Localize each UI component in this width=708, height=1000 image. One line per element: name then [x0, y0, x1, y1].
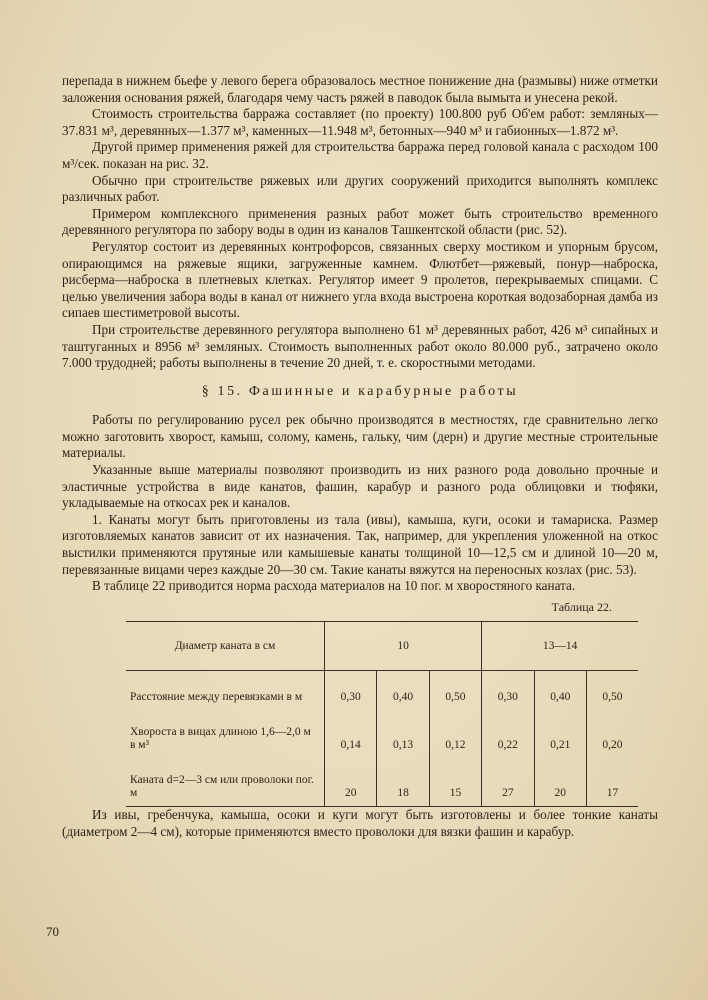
- table-spacer-cell: [325, 754, 377, 772]
- table-spacer-cell: [429, 706, 481, 724]
- table-body: [126, 671, 638, 807]
- table-row-label: Расстояние между перевязками в м: [130, 691, 303, 704]
- table-group-10: 10: [325, 622, 482, 671]
- table-cell: 15: [429, 772, 481, 807]
- paragraph: Регулятор состоит из деревянных контрофорсов, связанных сверху мостиком и упорным брусом, опирающимся на ряжевые ящики, загруженные камнем. Флютбет—ряжевый, понур—наброска, рисберма—наброска в плетневых клетках. Регулятор имеет 9 пролетов, перекрываемых спицами. С целью увеличения забора воды в канал от нижнего угла входа выстроена короткая водозаборная дамба из сипаев шестиметровой высоты.: [62, 238, 658, 321]
- table-cell: 0,13: [377, 724, 429, 754]
- table-spacer-cell: [429, 754, 481, 772]
- table-spacer-cell: [586, 706, 638, 724]
- table-spacer-cell: [126, 706, 325, 724]
- table-spacer-row: [126, 754, 638, 772]
- table-row: [126, 724, 638, 754]
- paragraph: Другой пример применения ряжей для строительства барража перед головой канала с расходом 100 м³/сек. показан на рис. 32.: [62, 139, 658, 171]
- paragraphs-mid: [62, 412, 658, 595]
- paragraph: Примером комплексного применения разных работ может быть строительство временного деревянного регулятора по забору воды в один из каналов Ташкентской области (рис. 52).: [62, 205, 658, 238]
- table-spacer-cell: [126, 671, 325, 690]
- table-cell: 27: [482, 772, 534, 807]
- table-spacer-row: [126, 671, 638, 690]
- page-body: [62, 73, 658, 841]
- table-spacer-cell: [534, 706, 586, 724]
- table-cell: 0,40: [534, 689, 586, 706]
- table-cell: 0,30: [325, 689, 377, 706]
- table-cell: 0,14: [325, 724, 377, 754]
- table-spacer-cell: [377, 706, 429, 724]
- paragraph: Стоимость строительства барража составляет (по проекту) 100.800 руб Об'ем работ: земляных—37.831 м³, деревянных—1.377 м³, каменных—11.948 м³, бетонных—940 м³ и габионных—1.872 м³.: [62, 106, 658, 138]
- table-cell: 0,21: [534, 724, 586, 754]
- table-group-13-14: 13—14: [482, 622, 638, 671]
- table-cell: 20: [534, 772, 586, 807]
- paragraph: Указанные выше материалы позволяют производить из них разного рода довольно прочные и эластичные устройства в виде канатов, фашин, карабур и разного рода облицовки и тюфяки, укладываемые на откосах рек и каналов.: [62, 462, 658, 511]
- table-spacer-cell: [482, 706, 534, 724]
- table-spacer-cell: [377, 671, 429, 690]
- table-row-label: Каната d=2—3 см или проволоки пог. м: [126, 772, 325, 807]
- table-cell: 0,40: [377, 689, 429, 706]
- paragraph: Работы по регулированию русел рек обычно производятся в местностях, где сравнительно легко можно заготовить хворост, камыш, солому, камень, гальку, чим (дерн) и другие местные строительные материалы.: [62, 412, 658, 461]
- paragraph-bottom: Из ивы, гребенчука, камыша, осоки и куги могут быть изготовлены и более тонкие канаты (диаметром 2—4 см), которые применяются вместо проволоки для вязки фашин и карабур.: [62, 807, 658, 839]
- paragraphs-top: [62, 73, 658, 372]
- table-cell: 0,20: [586, 724, 638, 754]
- table-row: [126, 772, 638, 807]
- table-cell: 18: [377, 772, 429, 807]
- table-spacer-row: [126, 706, 638, 724]
- table-cell: 20: [325, 772, 377, 807]
- table-spacer-cell: [586, 671, 638, 690]
- table-spacer-cell: [534, 754, 586, 772]
- table-cell: 0,50: [429, 689, 481, 706]
- table-spacer-cell: [534, 671, 586, 690]
- table-spacer-cell: [325, 706, 377, 724]
- paragraph: перепада в нижнем бьефе у левого берега образовалось местное понижение дна (размывы) ниже отметки заложения основания ряжей, благодаря чему часть ряжей в паводок была вымыта и унесена рекой.: [62, 73, 658, 105]
- table-row: [126, 689, 638, 706]
- table-cell: 17: [586, 772, 638, 807]
- paragraph: Обычно при строительстве ряжевых или других сооружений приходится выполнять комплекс различных работ.: [62, 172, 658, 205]
- table-header-label: Диаметр каната в см: [126, 622, 325, 671]
- table-cell: 0,50: [586, 689, 638, 706]
- table-spacer-cell: [429, 671, 481, 690]
- material-norm-table: [126, 621, 638, 807]
- table-caption: Таблица 22.: [551, 599, 612, 614]
- table-spacer-cell: [325, 671, 377, 690]
- table-spacer-cell: [586, 754, 638, 772]
- table-spacer-cell: [482, 754, 534, 772]
- paragraph: В таблице 22 приводится норма расхода материалов на 10 пог. м хворостяного каната.: [92, 578, 576, 594]
- table-spacer-cell: [482, 671, 534, 690]
- table-row-label: Хвороста в вицах длиною 1,6—2,0 м в м³: [130, 726, 311, 752]
- paragraph: 1. Канаты могут быть приготовлены из тала (ивы), камыша, куги, осоки и тамариска. Размер изготовляемых канатов зависит от их назначения. Так, например, для укрепления уложенной на откос выстилки применяются прутяные или камышевые канаты толщиной 10—12,5 см и длиной 10—20 м, перевязанные вицами через каждые 20—30 см. Такие канаты вяжутся на переносных козлах (рис. 53).: [62, 511, 658, 577]
- paragraph: При строительстве деревянного регулятора выполнено 61 м³ деревянных работ, 426 м³ сипайных и таштуганных и 8956 м³ земляных. Стоимость выполненных работ около 80.000 руб., затрачено около 7.000 трудодней; работы выполнены в течение 20 дней, т. е. скоростными методами.: [62, 321, 658, 371]
- table-spacer-cell: [377, 754, 429, 772]
- table-cell: 0,30: [482, 689, 534, 706]
- page-number: 70: [46, 924, 59, 939]
- table-cell: 0,22: [482, 724, 534, 754]
- section-title: § 15. Фашинные и карабурные работы: [201, 383, 519, 399]
- table-cell: 0,12: [429, 724, 481, 754]
- table-spacer-cell: [126, 754, 325, 772]
